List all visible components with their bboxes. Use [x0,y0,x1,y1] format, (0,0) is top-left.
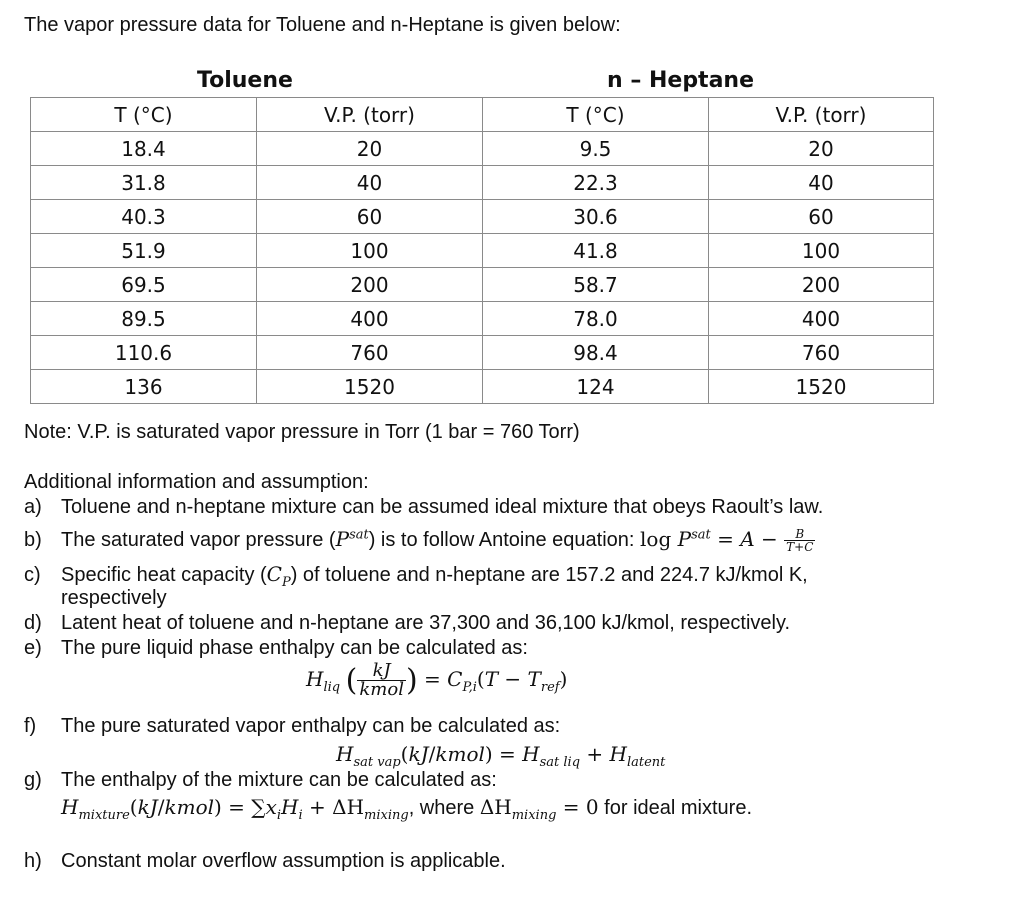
table-cell: 760 [709,336,934,370]
table-cell: 760 [257,336,483,370]
item-text-2: ) is to follow Antoine equation: [368,529,640,551]
item-label: a) [24,496,42,518]
item-c [24,562,808,590]
table-cell: 58.7 [483,268,709,302]
table-cell: 110.6 [31,336,257,370]
table-cell: 30.6 [483,200,709,234]
col-header: T (°C) [483,98,709,132]
mixture-enthalpy-equation: $H_{mixture}(kJ/kmol) = \sum x_iH_i + \Delta H_{mixing}$ [61,795,409,823]
item-f [24,715,560,738]
table-cell: 200 [709,268,934,302]
table-cell: 100 [257,234,483,268]
table-cell: 78.0 [483,302,709,336]
col-header: V.P. (torr) [709,98,934,132]
table-cell: 9.5 [483,132,709,166]
item-label: h) [24,850,42,872]
heptane-group-label: n – Heptane [607,68,755,93]
table-cell: 400 [709,302,934,336]
item-a [24,496,823,519]
table-cell: 98.4 [483,336,709,370]
item-c-continuation: respectively [61,587,167,609]
item-text: The enthalpy of the mixture can be calculated as: [61,769,497,791]
table-cell: 69.5 [31,268,257,302]
table-cell: 136 [31,370,257,404]
table-cell: 20 [257,132,483,166]
col-header: T (°C) [31,98,257,132]
table-row [31,268,934,302]
table-cell: 20 [709,132,934,166]
item-b [24,527,815,553]
table-row [31,200,934,234]
antoine-equation: $\log P^{sat} = A$ − $\frac{B}{T+C}$ [640,527,814,555]
table-row [31,132,934,166]
col-header: V.P. (torr) [257,98,483,132]
table-cell: 51.9 [31,234,257,268]
table-cell: 100 [709,234,934,268]
table-cell: 60 [709,200,934,234]
item-text: Specific heat capacity ( [61,564,267,586]
table-row [31,302,934,336]
table-cell: 31.8 [31,166,257,200]
table-header-row [31,98,934,132]
item-text: Latent heat of toluene and n-heptane are 37,300 and 36,100 kJ/kmol, respectively. [61,612,791,634]
vapor-enthalpy-equation: $H_{sat vap}(kJ/kmol) = H_{sat liq} + H_{latent}$ [336,742,666,770]
toluene-group-label: Toluene [197,68,293,93]
item-h [24,850,506,873]
table-cell: 124 [483,370,709,404]
item-text: The pure liquid phase enthalpy can be calculated as: [61,637,528,659]
cp-symbol: $C_P$ [266,562,291,590]
item-d [24,612,790,635]
item-text: Constant molar overflow assumption is applicable. [61,850,506,872]
table-cell: 1520 [257,370,483,404]
item-text-3: for ideal mixture. [598,797,752,819]
item-label: f) [24,715,37,737]
table-cell: 60 [257,200,483,234]
item-label: e) [24,637,42,659]
table-cell: 40 [257,166,483,200]
liquid-enthalpy-equation: $H_{liq}$ ( $\frac{kJ}{\text{kmol}}$ ) = $C_{P,i}(T - T_{ref})$ [306,660,568,700]
intro-text: The vapor pressure data for Toluene and n-Heptane is given below: [24,14,621,36]
item-text: Toluene and n-heptane mixture can be assumed ideal mixture that obeys Raoult’s law. [61,496,824,518]
table-cell: 41.8 [483,234,709,268]
item-e [24,637,528,660]
item-g [24,769,497,792]
table-cell: 22.3 [483,166,709,200]
table-row [31,234,934,268]
table-cell: 40.3 [31,200,257,234]
table-cell: 1520 [709,370,934,404]
item-label: c) [24,564,41,586]
item-label: g) [24,769,42,791]
table-cell: 40 [709,166,934,200]
item-text-2: , where [408,797,480,819]
table-row [31,166,934,200]
item-label: b) [24,529,42,551]
table-cell: 89.5 [31,302,257,336]
vapor-pressure-table [30,97,934,404]
item-label: d) [24,612,42,634]
table-cell: 18.4 [31,132,257,166]
table-cell: 400 [257,302,483,336]
item-text-2: ) of toluene and n-heptane are 157.2 and 224.7 kJ/kmol K, [290,564,808,586]
table-cell: 200 [257,268,483,302]
mixture-enthalpy-line [61,795,752,823]
psat-symbol: $P^{sat}$ [335,527,369,551]
item-text: The pure saturated vapor enthalpy can be calculated as: [61,715,561,737]
mixing-term: $\Delta H_{mixing} = 0$ [479,795,599,823]
additional-heading: Additional information and assumption: [24,471,369,493]
table-row [31,370,934,404]
table-note: Note: V.P. is saturated vapor pressure in Torr (1 bar = 760 Torr) [24,421,580,443]
item-text: The saturated vapor pressure ( [61,529,336,551]
table-row [31,336,934,370]
